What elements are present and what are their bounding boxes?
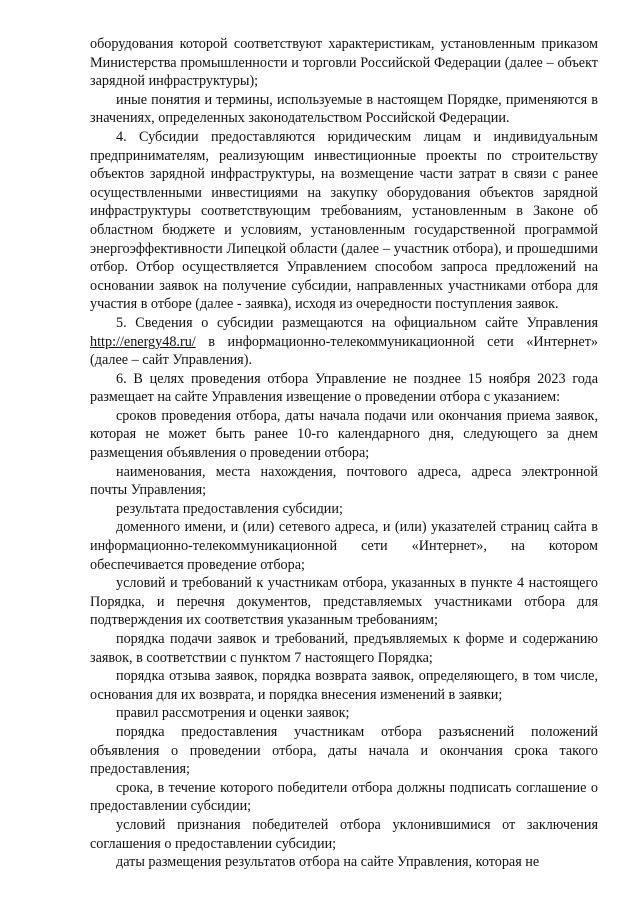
paragraph-item-6: 6. В целях проведения отбора Управление не позднее 15 ноября 2023 года размещает на сайте Управления извещение о проведении отбора с указанием: (90, 370, 598, 406)
list-item-clarifications: порядка предоставления участникам отбора разъяснений положений объявления о проведении отбора, даты начала и окончания срока такого предоставления; (90, 723, 598, 778)
list-item-submission-order: порядка подачи заявок и требований, предъявляемых к форме и содержанию заявок, в соответствии с пунктом 7 настоящего Порядка; (90, 631, 598, 666)
website-link[interactable]: http://energy48.ru/ (90, 333, 196, 350)
document-page (90, 35, 598, 872)
list-item-review-rules: правил рассмотрения и оценки заявок; (116, 705, 350, 722)
list-item-domain: доменного имени, и (или) сетевого адреса, и (или) указателей страниц сайта в информационно-телекоммуникационной сети «Интернет», на котором обеспечивается проведение отбора; (90, 519, 598, 573)
paragraph-continuation: оборудования которой соответствуют характеристикам, установленным приказом Министерства промышленности и торговли Российской Федерации (далее – объект зарядной инфраструктуры); (90, 36, 598, 90)
paragraph-terms: иные понятия и термины, используемые в настоящем Порядке, применяются в значениях, определенных законодательством Российской Федерации. (90, 91, 598, 127)
list-item-name-address: наименования, места нахождения, почтового адреса, адреса электронной почты Управления; (90, 463, 598, 499)
list-item-withdrawal-order: порядка отзыва заявок, порядка возврата заявок, определяющего, в том числе, основания для их возврата, и порядка внесения изменений в заявки; (90, 668, 598, 703)
list-item-evasion-conditions: условий признания победителей отбора уклонившимися от заключения соглашения о предоставлении субсидии; (90, 816, 598, 852)
list-item-terms: сроков проведения отбора, даты начала подачи или окончания приема заявок, которая не может быть ранее 10-го календарного дня, следующего за днем размещения объявления о проведении отбора; (90, 407, 598, 462)
paragraph-item-5 (90, 314, 598, 370)
paragraph-item-4: 4. Субсидии предоставляются юридическим лицам и индивидуальным предпринимателям, реализующим инвестиционные проекты по строительству объектов зарядной инфраструктуры, на возмещение части затрат в связи с ранее осуществленными инвестициями на закупку оборудования объектов зарядной инфраструктуры соответствующим требованиям, установленным в Законе об областном бюджете и условиям, установленным государственной программой энергоэффективности Липецкой области (далее – участник отбора), и прошедшими отбор. Отбор осуществляется Управлением способом запроса предложений на основании заявок на получение субсидии, направленных участниками отбора для участия в отборе (далее - заявка), исходя из очередности поступления заявок. (90, 128, 598, 313)
list-item-signing-term: срока, в течение которого победители отбора должны подписать соглашение о предоставлении субсидии; (90, 779, 598, 815)
list-item-conditions: условий и требований к участникам отбора, указанных в пункте 4 настоящего Порядка, и перечня документов, представляемых участниками отбора для подтверждения их соответствия указанным требованиям; (90, 575, 598, 629)
paragraph-item-5-text-before: 5. Сведения о субсидии размещаются на официальном сайте Управления (116, 314, 598, 331)
list-item-result: результата предоставления субсидии; (116, 500, 343, 517)
list-item-results-date: даты размещения результатов отбора на сайте Управления, которая не (116, 854, 540, 871)
paragraph-item-5-text-after: в информационно-телекоммуникационной сети «Интернет» (далее – сайт Управления). (90, 333, 598, 369)
